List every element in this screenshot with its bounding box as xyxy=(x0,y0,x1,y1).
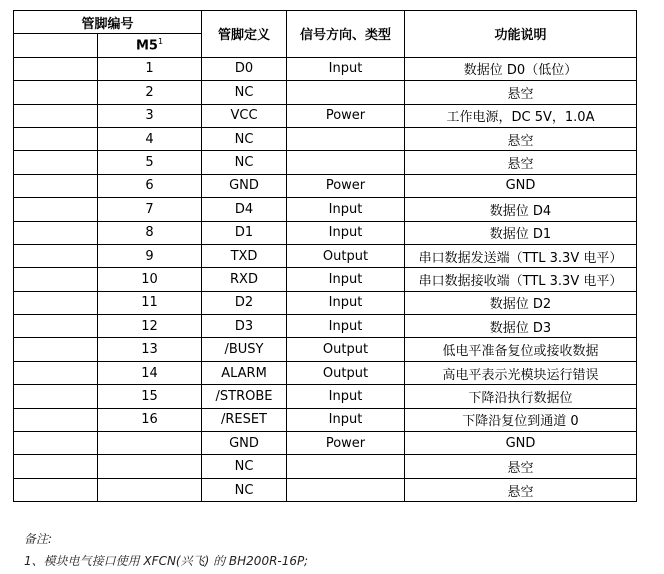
function-cell: GND xyxy=(405,432,637,455)
pin-number-cell: 11 xyxy=(98,291,202,314)
blank-cell xyxy=(14,455,98,478)
header-pin-def: 管脚定义 xyxy=(202,11,287,58)
pin-def-cell: D0 xyxy=(202,57,287,80)
function-cell: 下降沿执行数据位 xyxy=(405,385,637,408)
pin-number-cell: 9 xyxy=(98,244,202,267)
blank-cell xyxy=(14,338,98,361)
table-row xyxy=(14,408,637,431)
function-cell: 数据位 D3 xyxy=(405,315,637,338)
table-row xyxy=(14,174,637,197)
table-row xyxy=(14,127,637,150)
signal-cell xyxy=(287,151,405,174)
function-cell: 悬空 xyxy=(405,478,637,501)
pin-number-cell: 10 xyxy=(98,268,202,291)
pin-number-cell xyxy=(98,478,202,501)
signal-cell: Input xyxy=(287,268,405,291)
blank-cell xyxy=(14,244,98,267)
function-cell: 低电平准备复位或接收数据 xyxy=(405,338,637,361)
pin-def-cell: TXD xyxy=(202,244,287,267)
pin-number-cell: 4 xyxy=(98,127,202,150)
blank-cell xyxy=(14,268,98,291)
pin-def-cell: ALARM xyxy=(202,361,287,384)
function-cell: 串口数据发送端（TTL 3.3V 电平） xyxy=(405,244,637,267)
table-row xyxy=(14,244,637,267)
header-signal: 信号方向、类型 xyxy=(287,11,405,58)
pin-number-cell: 13 xyxy=(98,338,202,361)
pin-def-cell: D4 xyxy=(202,198,287,221)
pin-number-cell: 14 xyxy=(98,361,202,384)
function-cell: GND xyxy=(405,174,637,197)
signal-cell: Input xyxy=(287,291,405,314)
table-row xyxy=(14,81,637,104)
pin-number-cell: 8 xyxy=(98,221,202,244)
blank-cell xyxy=(14,361,98,384)
signal-cell: Input xyxy=(287,57,405,80)
blank-cell xyxy=(14,221,98,244)
pin-def-cell: /BUSY xyxy=(202,338,287,361)
pin-def-cell: NC xyxy=(202,81,287,104)
signal-cell xyxy=(287,81,405,104)
blank-cell xyxy=(14,81,98,104)
header-m5: $M5^1$ xyxy=(98,34,202,57)
pin-def-cell: NC xyxy=(202,455,287,478)
pin-def-cell: GND xyxy=(202,174,287,197)
table-row xyxy=(14,385,637,408)
function-cell: 高电平表示光模块运行错误 xyxy=(405,361,637,384)
blank-cell xyxy=(14,151,98,174)
table-row xyxy=(14,57,637,80)
pin-def-cell: VCC xyxy=(202,104,287,127)
pin-number-cell: 7 xyxy=(98,198,202,221)
pin-def-cell: GND xyxy=(202,432,287,455)
function-cell: 悬空 xyxy=(405,455,637,478)
pin-def-cell: RXD xyxy=(202,268,287,291)
table-row xyxy=(14,478,637,501)
blank-cell xyxy=(14,432,98,455)
blank-cell xyxy=(14,315,98,338)
signal-cell: Power xyxy=(287,432,405,455)
function-cell: 数据位 D2 xyxy=(405,291,637,314)
notes-section xyxy=(24,528,308,572)
signal-cell: Output xyxy=(287,361,405,384)
blank-cell xyxy=(14,174,98,197)
function-cell: 数据位 D0（低位） xyxy=(405,57,637,80)
function-cell: 工作电源，DC 5V，1.0A xyxy=(405,104,637,127)
pin-number-cell: 6 xyxy=(98,174,202,197)
pin-def-cell: /STROBE xyxy=(202,385,287,408)
header-function: 功能说明 xyxy=(405,11,637,58)
blank-cell xyxy=(14,408,98,431)
function-cell: 悬空 xyxy=(405,127,637,150)
table-row xyxy=(14,151,637,174)
signal-cell: Output xyxy=(287,244,405,267)
table-row xyxy=(14,198,637,221)
table-row xyxy=(14,291,637,314)
pin-number-cell: 1 xyxy=(98,57,202,80)
table-row xyxy=(14,221,637,244)
blank-cell xyxy=(14,104,98,127)
signal-cell xyxy=(287,127,405,150)
signal-cell: Power xyxy=(287,174,405,197)
signal-cell xyxy=(287,455,405,478)
function-cell: 悬空 xyxy=(405,81,637,104)
blank-cell xyxy=(14,57,98,80)
header-row-1 xyxy=(14,11,637,34)
blank-cell xyxy=(14,127,98,150)
table-row xyxy=(14,455,637,478)
signal-cell: Input xyxy=(287,198,405,221)
table-row xyxy=(14,315,637,338)
blank-cell xyxy=(14,385,98,408)
pin-def-cell: NC xyxy=(202,478,287,501)
function-cell: 数据位 D1 xyxy=(405,221,637,244)
pin-def-cell: D2 xyxy=(202,291,287,314)
header-blank-cell xyxy=(14,34,98,57)
signal-cell: Input xyxy=(287,408,405,431)
pin-def-cell: /RESET xyxy=(202,408,287,431)
pin-def-cell: NC xyxy=(202,151,287,174)
function-cell: 数据位 D4 xyxy=(405,198,637,221)
function-cell: 悬空 xyxy=(405,151,637,174)
m5-footnote-mark: 1 xyxy=(157,37,164,47)
pin-number-cell: 2 xyxy=(98,81,202,104)
signal-cell xyxy=(287,478,405,501)
pin-number-cell xyxy=(98,455,202,478)
signal-cell: Output xyxy=(287,338,405,361)
signal-cell: Power xyxy=(287,104,405,127)
notes-title: 备注: xyxy=(24,532,53,546)
pin-definition-table xyxy=(13,10,637,502)
blank-cell xyxy=(14,291,98,314)
function-cell: 串口数据接收端（TTL 3.3V 电平） xyxy=(405,268,637,291)
signal-cell: Input xyxy=(287,315,405,338)
pin-number-cell: 5 xyxy=(98,151,202,174)
header-pin-number: 管脚编号 xyxy=(14,11,202,34)
blank-cell xyxy=(14,478,98,501)
table-row xyxy=(14,338,637,361)
notes-item-1: 1、模块电气接口使用 XFCN(兴飞) 的 BH200R-16P; xyxy=(24,554,309,568)
pin-number-cell: 3 xyxy=(98,104,202,127)
pin-def-cell: NC xyxy=(202,127,287,150)
table-row xyxy=(14,361,637,384)
table-row xyxy=(14,268,637,291)
signal-cell: Input xyxy=(287,385,405,408)
pin-number-cell: 16 xyxy=(98,408,202,431)
pin-number-cell xyxy=(98,432,202,455)
blank-cell xyxy=(14,198,98,221)
table-row xyxy=(14,432,637,455)
pin-number-cell: 12 xyxy=(98,315,202,338)
function-cell: 下降沿复位到通道 0 xyxy=(405,408,637,431)
pin-def-cell: D3 xyxy=(202,315,287,338)
pin-number-cell: 15 xyxy=(98,385,202,408)
table-row xyxy=(14,104,637,127)
signal-cell: Input xyxy=(287,221,405,244)
pin-def-cell: D1 xyxy=(202,221,287,244)
